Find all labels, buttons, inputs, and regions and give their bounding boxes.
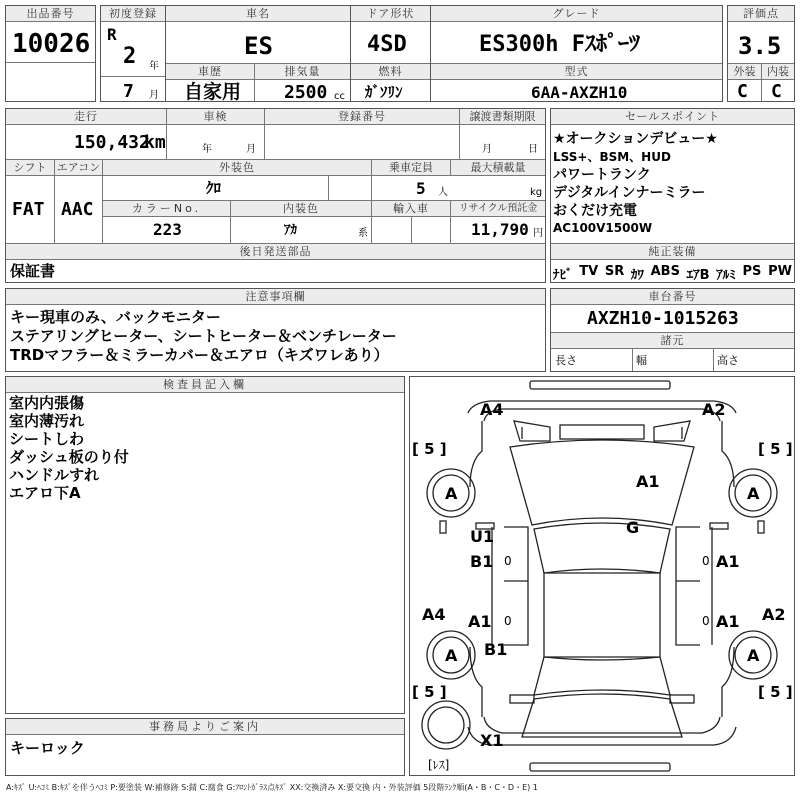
inspection-month-unit: 月 — [246, 144, 256, 155]
equipment-navi: ﾅﾋﾞ — [553, 268, 573, 283]
color-number-label: カラーNo. — [103, 201, 230, 216]
inspection-year-unit: 年 — [202, 144, 212, 155]
lot-number-box — [5, 5, 96, 102]
tire-mark-rear-left: [ 5 ] — [412, 683, 447, 701]
aircon-value: AAC — [61, 199, 94, 220]
first-registration-label: 初度登録 — [101, 6, 165, 21]
mileage-unit: km — [144, 132, 166, 153]
damage-left-rear-door: A1 — [468, 612, 492, 631]
inspector-line-2: 室内薄汚れ — [9, 412, 85, 430]
equipment-pw: PW — [768, 264, 792, 279]
grade-box — [430, 5, 723, 102]
selling-points-label: セールスポイント — [551, 109, 794, 124]
note-line-1: キー現車のみ、バックモニター — [10, 308, 221, 326]
note-line-2: ステアリングヒーター、シートヒーター＆ベンチレーター — [10, 327, 397, 345]
equipment-leather: ｶﾜ — [630, 268, 644, 283]
mileage-value: 150,432 — [74, 132, 150, 153]
damage-left-rear-quarter: A4 — [422, 605, 446, 624]
lot-number-label: 出品番号 — [6, 6, 95, 21]
equipment-alloy: ｱﾙﾐ — [716, 268, 736, 283]
car-name-label: 車名 — [166, 6, 350, 21]
mileage-label: 走行 — [6, 109, 166, 124]
damage-front-left-bumper: A4 — [480, 400, 504, 419]
damage-right-rear-quarter: A2 — [762, 605, 786, 624]
transfer-deadline-label: 譲渡書類期限 — [460, 109, 545, 124]
selling-point-5: おくだけ充電 — [553, 203, 637, 219]
damage-front-right-bumper: A2 — [702, 400, 726, 419]
spec-label: 諸元 — [551, 333, 794, 348]
chassis-box — [550, 288, 795, 372]
equipment-abs: ABS — [650, 264, 680, 279]
office-label: 事務局よりご案内 — [6, 719, 404, 734]
damage-left-front-door-dent: U1 — [470, 527, 495, 546]
inspector-line-1: 室内内張傷 — [9, 394, 85, 412]
damage-left-front-door: B1 — [470, 552, 494, 571]
selling-point-4: デジタルインナーミラー — [553, 185, 706, 201]
month-unit: 月 — [149, 90, 159, 101]
displacement-label: 排気量 — [255, 64, 350, 79]
damage-windshield: G — [626, 518, 640, 537]
transfer-month-unit: 月 — [482, 144, 492, 155]
spare-tire-label: [ﾚｽ] — [428, 758, 450, 772]
history-label: 車歴 — [166, 64, 254, 79]
selling-point-3: パワートランク — [553, 167, 651, 183]
score-value: 3.5 — [738, 32, 782, 60]
zero-left-front: 0 — [504, 554, 512, 568]
grade-value: ES300h Fｽﾎﾟｰﾂ — [479, 32, 640, 57]
transfer-day-unit: 日 — [528, 144, 538, 155]
wheel-front-left-label: A — [445, 484, 458, 503]
later-parts-value: 保証書 — [10, 262, 56, 280]
interior-grade-label: 内装 — [762, 64, 794, 79]
grade-label: グレード — [431, 6, 722, 21]
registration-year: 2 — [123, 44, 137, 69]
recycle-fee-unit: 円 — [533, 228, 543, 239]
car-diagram — [409, 376, 795, 776]
interior-grade: C — [771, 81, 782, 102]
damage-rear-bumper: X1 — [480, 731, 504, 750]
length-label: 長さ — [555, 354, 577, 367]
shift-value: FAT — [12, 199, 45, 220]
color-number-value: 223 — [153, 220, 182, 239]
legend: A:ｷｽﾞ U:ﾍｺﾐ B:ｷｽﾞを伴うﾍｺﾐ P:要塗装 W:補修跡 S:錆 C:腐食 G:ﾌﾛﾝﾄｶﾞﾗｽ点ｷｽﾞ XX:交換済み X:要交換 内・外装評価 5段階ﾗﾝｸ順(A・B・C・D・E) 1 — [6, 783, 538, 792]
chassis-number: AXZH10-1015263 — [587, 308, 739, 329]
tire-mark-rear-right: [ 5 ] — [758, 683, 793, 701]
damage-left-rear-fender: B1 — [484, 640, 508, 659]
capacity-value: 5 — [416, 179, 426, 198]
equipment-label: 純正装備 — [551, 244, 794, 259]
first-registration-box — [100, 5, 166, 102]
registration-month: 7 — [123, 81, 134, 102]
selling-point-1: ★オークションデビュー★ — [553, 131, 718, 147]
lot-number: 10026 — [12, 29, 91, 59]
inspector-line-5: ハンドルすれ — [9, 466, 100, 484]
equipment-tv: TV — [579, 264, 599, 279]
notes-box — [5, 288, 546, 372]
year-unit: 年 — [149, 61, 159, 72]
registration-number-label: 登録番号 — [265, 109, 459, 124]
inspector-label: 検査員記入欄 — [6, 377, 404, 392]
inspector-box — [5, 376, 405, 714]
damage-right-rear-door: A1 — [716, 612, 740, 631]
exterior-grade-label: 外装 — [728, 64, 761, 79]
notes-label: 注意事項欄 — [6, 289, 545, 304]
car-name-box — [165, 5, 351, 102]
fuel-label: 燃料 — [351, 64, 430, 79]
car-outline — [410, 377, 794, 775]
equipment-ps: PS — [742, 264, 762, 279]
inspector-line-3: シートしわ — [9, 430, 85, 448]
fuel-value: ｶﾞｿﾘﾝ — [365, 83, 403, 101]
wheel-rear-left-label: A — [445, 646, 458, 665]
tire-mark-front-right: [ 5 ] — [758, 440, 793, 458]
door-label: ドア形状 — [351, 6, 430, 21]
recycle-fee-label: リサイクル預託金 — [451, 201, 545, 216]
inspector-line-4: ダッシュ板のり付 — [9, 448, 129, 466]
door-fuel-box — [350, 5, 431, 102]
exterior-color-label: 外装色 — [103, 160, 371, 175]
model-value: 6AA-AXZH10 — [531, 83, 628, 102]
equipment-list — [553, 264, 792, 283]
history-value: 自家用 — [184, 81, 242, 103]
wheel-rear-right-label: A — [747, 646, 760, 665]
max-load-unit: kg — [530, 187, 543, 198]
zero-right-front: 0 — [702, 554, 710, 568]
capacity-label: 乗車定員 — [372, 160, 450, 175]
door-value: 4SD — [367, 32, 407, 57]
height-label: 高さ — [717, 354, 739, 367]
equipment-sunroof: SR — [604, 264, 625, 279]
max-load-label: 最大積載量 — [451, 160, 545, 175]
score-box — [727, 5, 795, 102]
capacity-unit: 人 — [438, 187, 448, 198]
shift-label: シフト — [6, 160, 54, 175]
displacement-value: 2500 — [284, 82, 328, 103]
zero-right-rear: 0 — [702, 614, 710, 628]
width-label: 幅 — [636, 354, 647, 367]
selling-point-2: LSS+、BSM、HUD — [553, 150, 671, 164]
interior-color-label: 内装色 — [231, 201, 371, 216]
score-label: 評価点 — [728, 6, 794, 21]
tire-mark-front-left: [ 5 ] — [412, 440, 447, 458]
note-line-3: TRDマフラー＆ミラーカバー＆エアロ（キズワレあり） — [10, 346, 389, 364]
era-label: R — [107, 25, 117, 44]
displacement-unit: cc — [334, 91, 345, 102]
interior-color-value: ｱｶ — [284, 223, 297, 238]
recycle-fee-value: 11,790 — [471, 220, 529, 239]
aircon-label: エアコン — [56, 161, 101, 174]
later-parts-label: 後日発送部品 — [6, 244, 545, 259]
exterior-grade: C — [737, 81, 748, 102]
import-label: 輸入車 — [372, 201, 450, 216]
exterior-color-value: ｸﾛ — [206, 179, 222, 197]
interior-color-suffix: 系 — [358, 228, 368, 239]
inspection-label: 車検 — [167, 109, 264, 124]
wheel-front-right-label: A — [747, 484, 760, 503]
equipment-airbag: ｴｱB — [686, 268, 710, 283]
office-notice: キーロック — [10, 739, 85, 757]
car-name: ES — [244, 32, 273, 60]
damage-right-front-door: A1 — [716, 552, 740, 571]
vehicle-info-box — [5, 108, 546, 283]
selling-points-box — [550, 108, 795, 283]
zero-left-rear: 0 — [504, 614, 512, 628]
chassis-label: 車台番号 — [551, 289, 794, 304]
office-box — [5, 718, 405, 776]
selling-point-6: AC100V1500W — [553, 221, 653, 235]
model-label: 型式 — [431, 64, 722, 79]
inspector-line-6: エアロ下A — [9, 484, 81, 502]
damage-hood: A1 — [636, 472, 660, 491]
